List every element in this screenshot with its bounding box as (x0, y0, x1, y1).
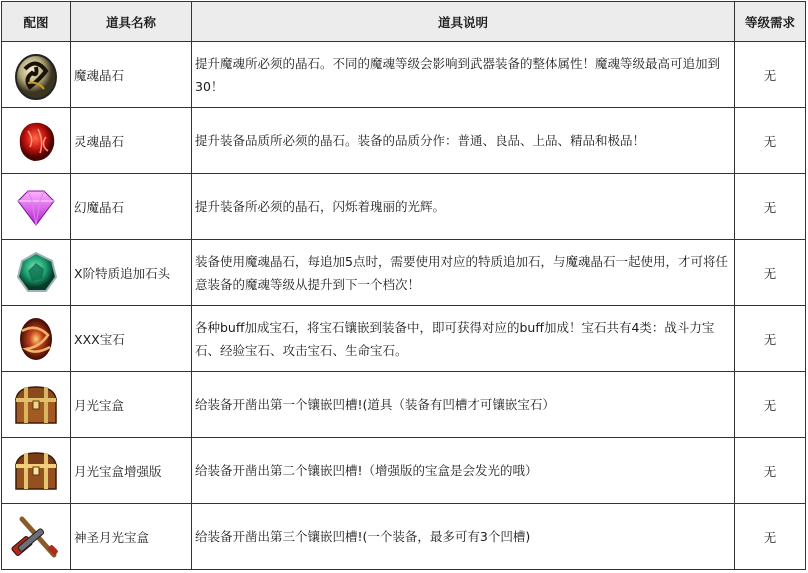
header-name: 道具名称 (71, 2, 192, 42)
item-name: 魔魂晶石 (71, 42, 192, 108)
item-desc: 装备使用魔魂晶石，每追加5点时，需要使用对应的特质追加石，与魔魂晶石一起使用，才可将任意装备的魔魂等级从提升到下一个档次！ (192, 240, 735, 306)
item-desc: 给装备开凿出第一个镶嵌凹槽!(道具（装备有凹槽才可镶嵌宝石） (192, 372, 735, 438)
item-req: 无 (735, 504, 806, 570)
table-row (2, 306, 806, 372)
purple-diamond-icon (10, 181, 62, 233)
header-image: 配图 (2, 2, 71, 42)
item-name: 神圣月光宝盒 (71, 504, 192, 570)
treasure-chest-plus-icon (10, 445, 62, 497)
item-desc: 提升装备品质所必须的晶石。装备的品质分作：普通、良品、上品、精品和极品！ (192, 108, 735, 174)
table-row (2, 372, 806, 438)
red-swirl-gem-icon (10, 313, 62, 365)
item-req: 无 (735, 174, 806, 240)
item-name: 月光宝盒 (71, 372, 192, 438)
table-row (2, 504, 806, 570)
item-name: 月光宝盒增强版 (71, 438, 192, 504)
item-req: 无 (735, 240, 806, 306)
item-desc: 各种buff加成宝石，将宝石镶嵌到装备中，即可获得对应的buff加成！宝石共有4类：战斗力宝石、经验宝石、攻击宝石、生命宝石。 (192, 306, 735, 372)
table-row (2, 174, 806, 240)
header-row (2, 2, 806, 42)
item-desc: 提升魔魂所必须的晶石。不同的魔魂等级会影响到武器装备的整体属性！魔魂等级最高可追加到30！ (192, 42, 735, 108)
item-desc: 提升装备所必须的晶石，闪烁着瑰丽的光辉。 (192, 174, 735, 240)
golden-rune-disc-icon (10, 49, 62, 101)
items-table (1, 1, 806, 570)
item-name: X阶特质追加石头 (71, 240, 192, 306)
item-req: 无 (735, 306, 806, 372)
green-gem-icon (10, 247, 62, 299)
header-desc: 道具说明 (192, 2, 735, 42)
red-crystal-icon (10, 115, 62, 167)
table-row (2, 240, 806, 306)
item-req: 无 (735, 42, 806, 108)
item-req: 无 (735, 438, 806, 504)
header-req: 等级需求 (735, 2, 806, 42)
table-row (2, 438, 806, 504)
item-desc: 给装备开凿出第二个镶嵌凹槽!（增强版的宝盒是会发光的哦） (192, 438, 735, 504)
item-req: 无 (735, 372, 806, 438)
item-name: 灵魂晶石 (71, 108, 192, 174)
hammer-chisel-icon (10, 511, 62, 563)
table-row (2, 108, 806, 174)
treasure-chest-icon (10, 379, 62, 431)
item-name: XXX宝石 (71, 306, 192, 372)
item-desc: 给装备开凿出第三个镶嵌凹槽!(一个装备，最多可有3个凹槽) (192, 504, 735, 570)
item-name: 幻魔晶石 (71, 174, 192, 240)
item-req: 无 (735, 108, 806, 174)
table-row (2, 42, 806, 108)
